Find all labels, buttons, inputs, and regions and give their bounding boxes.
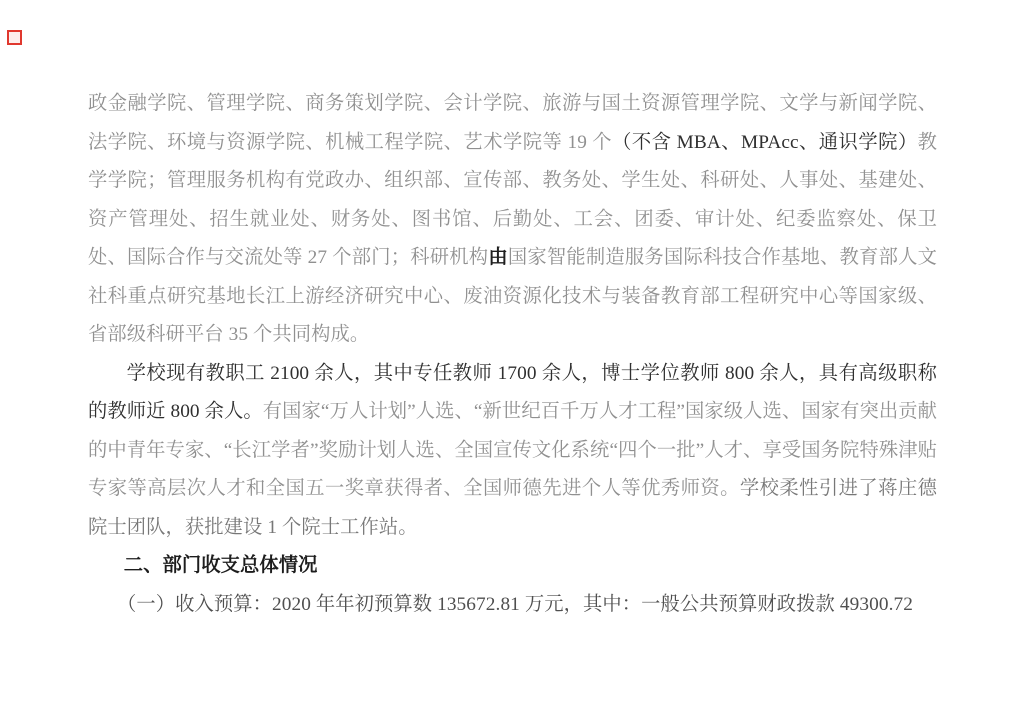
section-heading: 二、部门收支总体情况 <box>123 555 318 576</box>
document-text <box>88 85 937 624</box>
text-span: 学校柔性引进了蒋庄德院士团队，获批建设 1 个院士工作站。 <box>88 478 938 538</box>
text-span-emphasized: 由 <box>488 247 508 268</box>
red-annotation-marker <box>7 30 22 45</box>
text-span-emphasized: （不含 MBA、MPAcc、通识学院） <box>612 131 918 153</box>
text-span-emphasized: 学校现有教职工 2100 余人，其中专任教师 1700 余人，博士学位教师 800 余人，具有高级职称的教师近 800 余人。 <box>88 362 937 422</box>
paragraph-institutions <box>88 85 937 355</box>
text-span: 教学学院；管理服务机构有党政办、组织部、宣传部、教务处、学生处、科研处、人事处、基建处、资产管理处、招生就业处、财务处、图书馆、后勤处、工会、团委、审计处、纪委监察处、保卫处、国际合作与交流处等 27 个部门；科研机构 <box>88 131 937 268</box>
text-span: 有国家“万人计划”人选、“新世纪百千万人才工程”国家级人选、国家有突出贡献的中青年专家、“长江学者”奖励计划人选、全国宣传文化系统“四个一批”人才、享受国务院特殊津贴专家等高层次人才和全国五一奖章获得者、全国师德先进个人等优秀师资。 <box>88 401 937 499</box>
paragraph-staff <box>88 355 937 548</box>
text-span: 国家智能制造服务国际科技合作基地、教育部人文社科重点研究基地长江上游经济研究中心、废油资源化技术与装备教育部工程研究中心等国家级、省部级科研平台 35 个共同构成。 <box>88 247 937 345</box>
paragraph-budget: （一）收入预算：2020 年年初预算数 135672.81 万元，其中：一般公共预算财政拨款 49300.72 <box>116 593 913 615</box>
text-span: 政金融学院、管理学院、商务策划学院、会计学院、旅游与国土资源管理学院、文学与新闻学院、法学院、环境与资源学院、机械工程学院、艺术学院等 19 个 <box>88 93 937 153</box>
